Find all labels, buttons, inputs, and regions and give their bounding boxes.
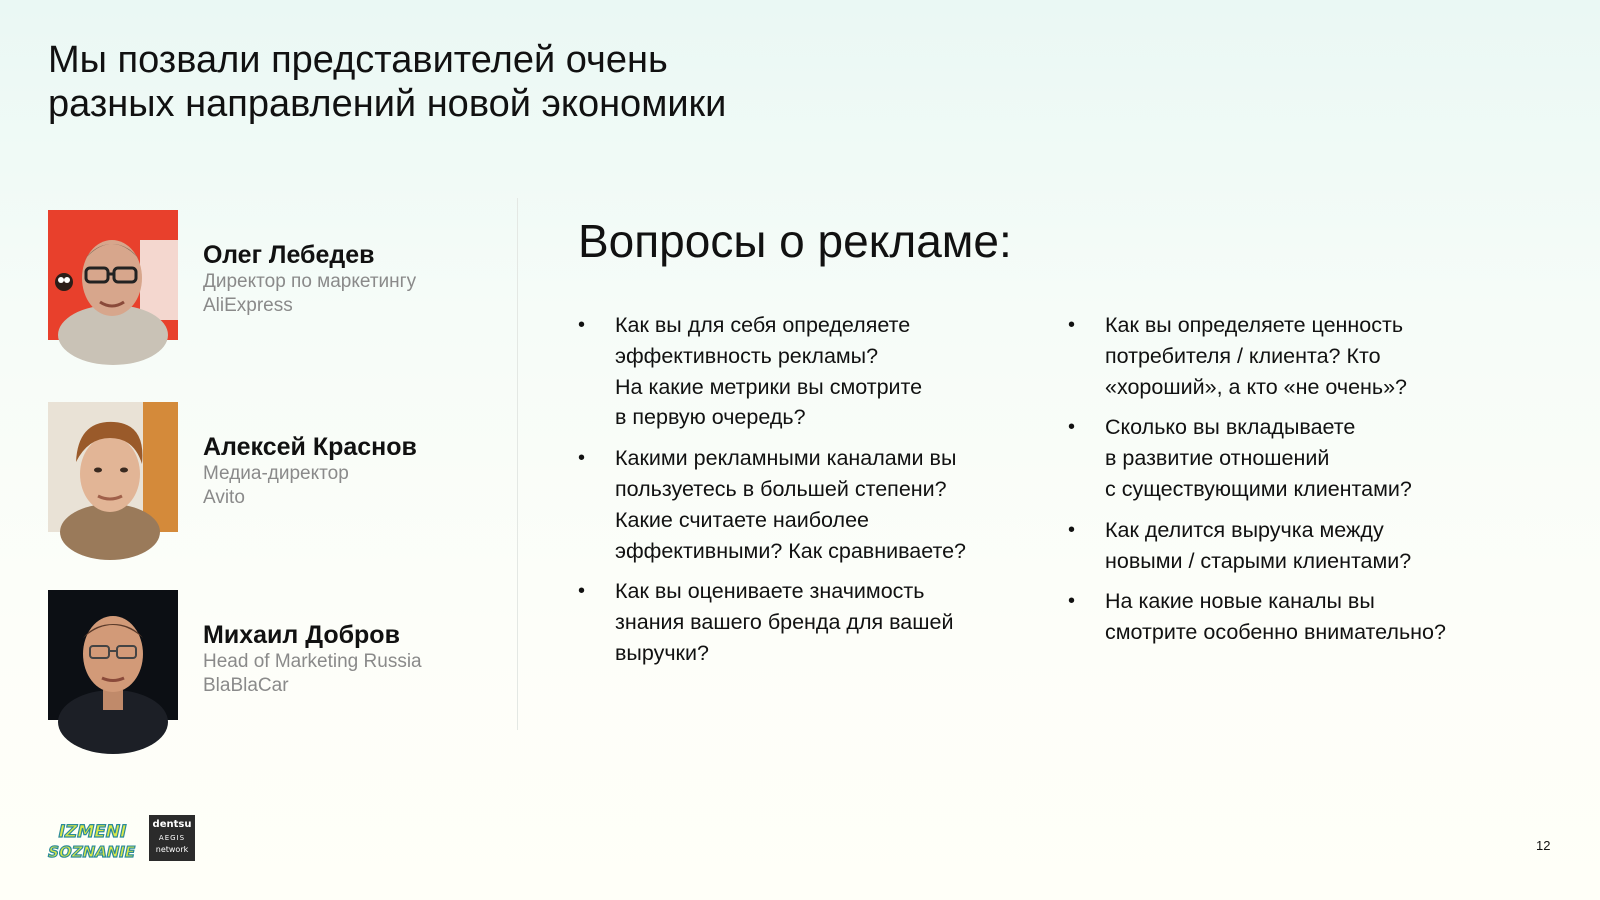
avatar — [48, 402, 178, 532]
slide-title-line-1: Мы позвали представителей очень — [48, 39, 668, 81]
questions-title: Вопросы о рекламе: — [578, 215, 1012, 267]
speaker-name: Олег Лебедев — [203, 241, 375, 269]
page-number: 12 — [1536, 838, 1551, 853]
speaker-name: Михаил Добров — [203, 621, 400, 649]
speaker-photo — [48, 590, 178, 720]
dentsu-word: dentsu — [152, 819, 192, 830]
izmeni-word: IZMENI — [56, 822, 129, 842]
speaker-role: Медиа-директор — [203, 463, 349, 484]
questions-list-right — [1068, 310, 1498, 658]
question-item: • Как вы оцениваете значимость знания вашего бренда для вашей выручки? — [578, 576, 1038, 668]
aegis-word: AEGIS — [158, 834, 186, 842]
speaker-role: Head of Marketing Russia — [203, 651, 422, 672]
question-item: • Сколько вы вкладываете в развитие отношений с существующими клиентами? — [1068, 412, 1498, 504]
vertical-divider — [517, 198, 518, 730]
avatar — [48, 590, 178, 720]
question-item: • Как вы для себя определяете эффективность рекламы? На какие метрики вы смотрите в первую очередь? — [578, 310, 1038, 433]
slide-title-line-2: разных направлений новой экономики — [48, 83, 727, 125]
speaker-name: Алексей Краснов — [203, 433, 417, 461]
speaker-company: Avito — [203, 487, 245, 508]
speaker-company: AliExpress — [203, 295, 293, 316]
speaker-photo — [48, 210, 178, 340]
izmeni-soznanie-logo — [46, 815, 137, 863]
speaker-role: Директор по маркетингу — [203, 271, 417, 292]
speaker-card — [48, 402, 508, 532]
soznanie-word: SOZNANIE — [46, 843, 137, 861]
speaker-company: BlaBlaCar — [203, 675, 289, 696]
question-item: • Как вы определяете ценность потребителя / клиента? Кто «хороший», а кто «не очень»? — [1068, 310, 1498, 402]
speaker-photo — [48, 402, 178, 532]
slide-title — [48, 38, 808, 126]
dentsu-aegis-logo — [149, 815, 195, 861]
speaker-card — [48, 210, 508, 340]
question-item: • Какими рекламными каналами вы пользуетесь в большей степени? Какие считаете наиболее эффективными? Как сравниваете? — [578, 443, 1038, 566]
question-item: • Как делится выручка между новыми / старыми клиентами? — [1068, 515, 1498, 577]
avatar — [48, 210, 178, 340]
question-item: • На какие новые каналы вы смотрите особенно внимательно? — [1068, 586, 1498, 648]
questions-list-left — [578, 310, 1038, 679]
speaker-card — [48, 590, 508, 720]
network-word: network — [155, 845, 189, 854]
